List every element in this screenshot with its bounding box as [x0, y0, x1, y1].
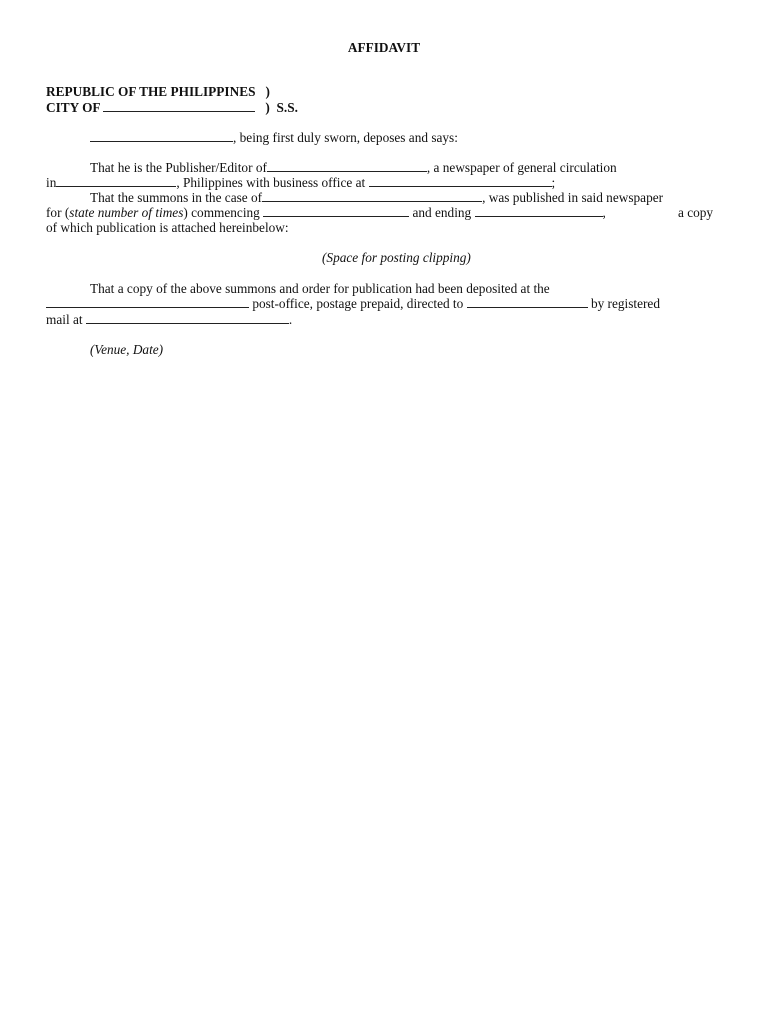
city-paren: ) [265, 100, 270, 115]
para3-text-a: That a copy of the above summons and order for publication had been deposited at the [90, 281, 550, 296]
para3-line3 [46, 312, 292, 327]
para3-text-c: by registered [590, 296, 660, 311]
para3-line2 [46, 296, 660, 311]
para2-text-g: a copy [678, 205, 714, 220]
para1-line1 [90, 160, 617, 175]
venue-date-label: (Venue, Date) [90, 342, 164, 357]
para2-text-a: That the summons in the case of [90, 190, 263, 205]
para1-text-e: ; [551, 175, 556, 190]
para2-line3 [46, 220, 289, 235]
para1-text-b: , a newspaper of general circulation [426, 160, 617, 175]
para1-text-a: That he is the Publisher/Editor of [90, 160, 267, 175]
para3-text-b: post-office, postage prepaid, directed to [252, 296, 464, 311]
commencing-date-blank[interactable] [263, 205, 409, 217]
post-office-blank[interactable] [46, 296, 249, 308]
para1-text-c: in [46, 175, 57, 190]
para2-line2-end [678, 205, 713, 220]
para2-text-f: , [602, 205, 606, 220]
para2-text-c-italic: state number of times [69, 205, 184, 220]
para2-text-e: and ending [412, 205, 472, 220]
para3-line1 [90, 281, 550, 296]
affiant-name-blank[interactable] [90, 130, 233, 142]
republic-paren: ) [265, 84, 270, 99]
para2-line2 [46, 205, 606, 220]
para3-text-d: mail at [46, 312, 83, 327]
city-label: CITY OF [46, 100, 101, 115]
business-office-blank[interactable] [369, 175, 552, 187]
case-name-blank[interactable] [262, 190, 482, 202]
para2-line1 [90, 190, 663, 205]
clipping-space-label: (Space for posting clipping) [322, 250, 471, 265]
para1-text-d: , Philippines with business office at [176, 175, 366, 190]
newspaper-name-blank[interactable] [267, 160, 427, 172]
para2-text-d: ) commencing [183, 205, 260, 220]
republic-line [46, 84, 270, 99]
mail-address-blank[interactable] [86, 312, 289, 324]
city-line [46, 100, 298, 115]
circulation-place-blank[interactable] [56, 175, 176, 187]
intro-line [90, 130, 458, 145]
para3-text-e: . [288, 312, 293, 327]
republic-text: REPUBLIC OF THE PHILIPPINES [46, 84, 256, 99]
intro-text: , being first duly sworn, deposes and says: [233, 130, 458, 145]
para1-line2 [46, 175, 555, 190]
ss-label: S.S. [276, 100, 298, 115]
ending-date-blank[interactable] [475, 205, 603, 217]
para2-text-b: , was published in said newspaper [482, 190, 664, 205]
city-blank[interactable] [103, 100, 255, 112]
document-title: AFFIDAVIT [347, 40, 421, 55]
directed-to-blank[interactable] [467, 296, 588, 308]
para2-text-c: for ( [46, 205, 70, 220]
para2-text-h: of which publication is attached hereinbelow: [46, 220, 289, 235]
